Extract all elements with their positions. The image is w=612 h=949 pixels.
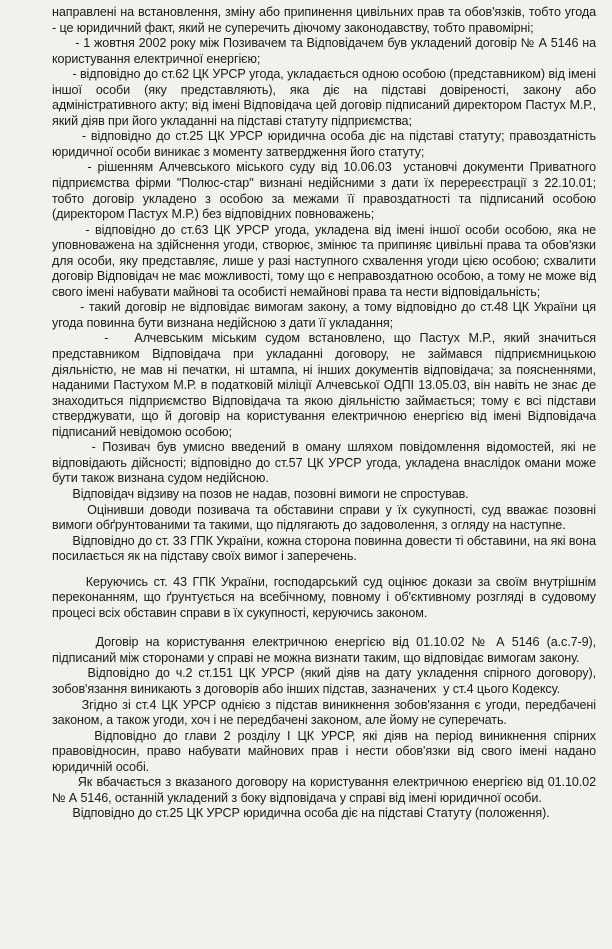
paragraph-assessment: Оцінивши доводи позивача та обставини справи у їх сукупності, суд вважає позовні вимоги обґрунтованими та такими, що підлягають до задоволення, з огляду на наступне. [52,502,600,533]
paragraph-contract-signed: Як вбачається з вказаного договору на користування електричною енергією від 01.10.02 № А 5146, останній укладений з боку відповідача у справі від імені юридичної особи. [52,775,600,805]
paragraph-art62: - відповідно до ст.62 ЦК УРСР угода, укладається одною особою (представником) від імені іншої особи (яку представляють), яка діє на підставі довіреності, закону або адміністративного акту; від імені Відповідача цей договір підписаний директором Пастух М.Р., який діяв при його укладанні на підставі статуту підприємства; [52,67,600,128]
paragraph-court-decision: - рішенням Алчевського міського суду від 10.06.03 установчі документи Приватного підприємства фірми "Полюс-стар" визнані недійсними з дати їх перереєстрації з 22.10.01; тобто договір укладено з особою за межами її правоздатності та підписаний особою (директором Пастух М.Р.) без відповідних повноважень; [52,160,600,222]
paragraph-art25-final: Відповідно до ст.25 ЦК УРСР юридична особа діє на підставі Статуту (положення). [52,806,550,821]
paragraph-chapter2: Відповідно до глави 2 розділу І ЦК УРСР, які діяв на період виникнення спірних правовідносин, право набувати майнових прав і нести обов'язки від свого імені надано юридичній особі. [52,728,600,774]
paragraph-art48: - такий договір не відповідає вимогам закону, а тому відповідно до ст.48 ЦК України ця угода повинна бути визнана недійсною з дати її укладання; [52,300,600,330]
paragraph-art25-statute: - відповідно до ст.25 ЦК УРСР юридична особа діє на підставі статуту; правоздатність юридичної особи виникає з моменту затвердження його статуту; [52,129,600,159]
paragraph-court-findings: - Алчевським міським судом встановлено, що Пастух М.Р., який значиться представником Відповідача при укладанні договору, не займався підприємницькою діяльністю, не мав ні печатки, ні штампа, ні інших документів відповідача; за поясненнями, наданими Пастухом М.Р. в податковій міліції Алчевської ОДПІ 13.05.03, він навіть не знає де знаходиться підприємство Відповідача та якою діяльністю займається; тому є всі підстави стверджувати, що й договір на користування електричною енергією від імені Відповідача підписаний невідомою особою; [52,331,600,439]
paragraph-art151: Відповідно до ч.2 ст.151 ЦК УРСР (який діяв на дату укладення спірного договору), зобов'язання виникають з договорів або інших підстав, зазначених у ст.4 цього Кодексу. [52,666,600,696]
paragraph-art57: - Позивач був умисно введений в оману шляхом повідомлення відомостей, які не відповідають дійсності; відповідно до ст.57 ЦК УРСР угода, укладена внаслідок омани може бути також визнана судом недійсною. [52,440,600,486]
paragraph-art63: - відповідно до ст.63 ЦК УРСР угода, укладена від імені іншої особи особою, яка не уповноважена на здійснення угоди, створює, змінює та припиняє цивільні права та обов'язки для особи, яку представляє, лише у разі наступного схвалення угоди цією особою; схвалити договір Відповідач не має можливості, тому що є неправоздатною особою, а тому не може від свого імені набувати майнові та особисті немайнові права та нести відповідальність; [52,222,600,299]
paragraph-art33-gpk: Відповідно до ст. 33 ГПК України, кожна сторона повинна довести ті обставини, на які вона посилається як на підставу своїх вимог і заперечень. [52,533,600,564]
paragraph-no-response: Відповідач відзиву на позов не надав, позовні вимоги не спростував. [52,486,469,501]
paragraph-art4: Згідно зі ст.4 ЦК УРСР однією з підстав виникнення зобов'язання є угоди, передбачені законом, а також угоди, хоч і не передбачені законом, але йому не суперечать. [52,697,600,728]
paragraph-contract-date: - 1 жовтня 2002 року між Позивачем та Відповідачем був укладений договір № А 5146 на користування електричної енергією; [52,36,600,66]
paragraph-art43-gpk: Керуючись ст. 43 ГПК України, господарський суд оцінює докази за своїм внутрішнім переконанням, що ґрунтується на всебічному, повному і об'єктивному розгляді в судовому процесі всіх обставин справи в їх сукупності, керуючись законом. [52,574,600,620]
paragraph-contract-invalid: Договір на користування електричною енергією від 01.10.02 № А 5146 (а.с.7-9), підписаний між сторонами у справі не можна визнати таким, що відповідає вимогам закону. [52,635,600,665]
paragraph-intro: направлені на встановлення, зміну або припинення цивільних прав та обов'язків, тобто угода - це юридичний факт, який не суперечить діючому законодавству, тобто правомірні; [52,5,600,35]
